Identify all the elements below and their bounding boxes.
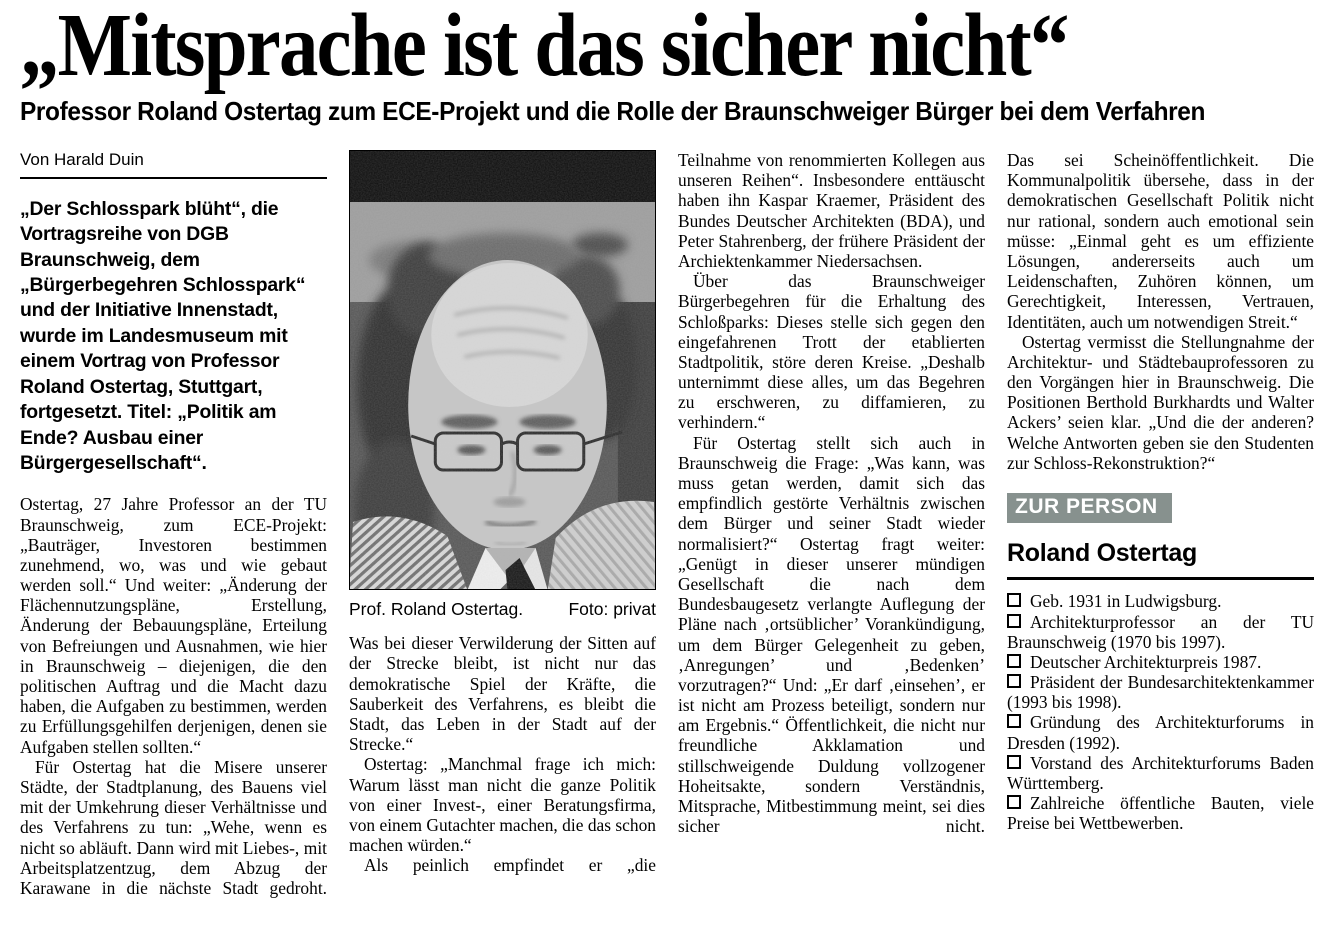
square-bullet-icon (1007, 674, 1021, 688)
square-bullet-icon (1007, 593, 1021, 607)
list-item-text: Deutscher Architekturpreis 1987. (1030, 651, 1262, 672)
body-paragraph: Als peinlich empfindet er „die (364, 855, 656, 876)
masthead (20, 0, 1320, 127)
square-bullet-icon (1007, 654, 1021, 668)
list-item (1007, 612, 1314, 652)
lead-paragraph: „Der Schlosspark blüht“, die Vortragsreihe von DGB Braunschweig, dem „Bürgerbegehren Schlosspark“ und der Initiative Innenstadt, wurde im Landesmuseum mit einem Vortrag von Professor Roland Ostertag, Stuttgart, fortgesetzt. Titel: „Politik am Ende? Ausbau einer Bürgergesellschaft“. (20, 197, 306, 474)
list-item (1007, 753, 1314, 793)
list-item-text: Präsident der Bundesarchitektenkammer (1993 bis 1998). (1007, 672, 1314, 713)
article-column-3 (678, 150, 985, 922)
article-body (20, 150, 1314, 922)
list-item-text: Gründung des Architekturforums in Dresden (1992). (1007, 712, 1314, 753)
square-bullet-icon (1007, 755, 1021, 769)
subtitle: Professor Roland Ostertag zum ECE-Projekt und die Rolle der Braunschweiger Bürger bei dem Verfahren (20, 95, 1206, 126)
list-item-text: Geb. 1931 in Ludwigsburg. (1030, 591, 1222, 612)
portrait-photo (349, 150, 656, 590)
photo-caption: Prof. Roland Ostertag. (349, 599, 524, 619)
square-bullet-icon (1007, 795, 1021, 809)
list-item (1007, 591, 1314, 611)
page-title: „Mitsprache ist das sicher nicht“ (20, 0, 1068, 95)
body-paragraph: Was bei dieser Verwilderung der Sitten auf der Strecke bleibt, ist nicht nur das demokratische Spiel der Kräfte, die Sauberkeit des Verfahrens, es bleibt die Stadt, das Leben in der Stadt auf der Strecke.“ (349, 633, 656, 755)
section-kicker: ZUR PERSON (1007, 493, 1172, 523)
article-column-4 (1007, 150, 1314, 922)
list-item (1007, 793, 1314, 833)
list-item-text: Architekturprofessor an der TU Braunschweig (1970 bis 1997). (1007, 611, 1314, 652)
article-column-1 (20, 150, 327, 922)
body-paragraph: Das sei Scheinöffentlichkeit. Die Kommunalpolitik übersehe, dass in der demokratischen Gesellschaft Politik nicht nur rational, sondern auch emotional sein müsse: „Einmal geht es um effiziente Lösungen, andererseits auch um Leidenschaften, Zuhören können, um Gerechtigkeit, Interessen, Vertrauen, Identitäten, auch um notwendigen Streit.“ (1007, 150, 1314, 332)
square-bullet-icon (1007, 714, 1021, 728)
list-item (1007, 672, 1314, 712)
square-bullet-icon (1007, 614, 1021, 628)
photo-credit: Foto: privat (568, 599, 656, 619)
body-paragraph: Ostertag, 27 Jahre Professor an der TU Braunschweig, zum ECE-Projekt: „Bauträger, Investoren bestimmen zunehmend, wo, was und wie gebaut werden soll.“ Und weiter: „Änderung der Flächennutzungspläne, Erstellung, Änderung der Bebauungspläne, Erteilung von Befreiungen und Ausnahmen, wie hier in Braunschweig – diejenigen, die den politischen Auftrag und die Macht dazu haben, die Aufgaben zu bestimmen, werden zu Erfüllungsgehilfen derjenigen, denen sie Aufgaben stellen sollten.“ (20, 494, 327, 757)
person-fact-list (1007, 591, 1314, 833)
byline: Von Harald Duin (20, 150, 327, 179)
body-paragraph: Über das Braunschweiger Bürgerbegehren für die Erhaltung des Schloßparks: Dieses stelle sich gegen den eingefahrenen Trott der etablierten Stadtpolitik, störe deren Kreise. „Deshalb unternimmt diese alles, um das Begehren zu erschweren, zu diffamieren, zu verhindern.“ (678, 271, 985, 433)
body-paragraph: Für Ostertag stellt sich auch in Braunschweig die Frage: „Was kann, was muss getan werden, damit sich das empfindlich gestörte Verhältnis zwischen dem Bürger und seiner Stadt wieder normalisiert?“ Ostertag fragt weiter: „Genügt in dieser unserer mündigen Gesellschaft die nach dem Bundesbaugesetz verlangte Auflegung der Pläne nach ‚ortsüblicher’ Vorankündigung, um dem Bürger Gelegenheit zu geben, ‚Anregungen’ und ‚Bedenken’ vorzutragen?“ Und: „Er darf ‚einsehen’, er ist nicht am Prozess beteiligt, sondern nur am Ergebnis.“ Öffentlichkeit, die nicht nur freundliche Akklamation und stillschweigende Duldung vollzogener Hoheitsakte, sondern Verständnis, Mitsprache, Mitbestimmung meint, sei dies sicher nicht. (678, 432, 985, 837)
list-item (1007, 712, 1314, 752)
list-item-text: Zahlreiche öffentliche Bauten, viele Preise bei Wettbewerben. (1007, 793, 1314, 834)
article-column-2 (349, 150, 656, 922)
person-name-heading: Roland Ostertag (1007, 539, 1314, 580)
list-item-text: Vorstand des Architekturforums Baden Württemberg. (1007, 752, 1314, 794)
body-paragraph: Ostertag: „Manchmal frage ich mich: Warum lässt man nicht die ganze Politik von einer Invest-, einer Beratungsfirma, von einem Gutachter machen, die das schon machen würden.“ (349, 754, 656, 856)
photo-figure (349, 150, 656, 619)
body-paragraph: Ostertag vermisst die Stellungnahme der Architektur- und Städtebauprofessoren zu den Vorgängen hier in Braunschweig. Die Positionen Berthold Burkhardts und Walter Ackers’ seien klar. „Und die der anderen? Welche Antworten geben sie den Studenten zur Schloss-Rekonstruktion?“ (1007, 331, 1314, 473)
list-item (1007, 652, 1314, 672)
body-paragraph: Für Ostertag hat die Misere unserer Städte, der Stadtplanung, des Bauens viel mit der Umkehrung dieser Verhältnisse und des Verfahrens zu tun: „Wehe, wenn es nicht so abläuft. Dann wird mit Liebes-, mit Arbeitsplatzentzug, dem Abzug der Karawane in die nächste Stadt gedroht. (20, 756, 327, 898)
body-paragraph: Teilnahme von renommierten Kollegen aus unseren Reihen“. Insbesondere enttäuscht haben ihn Kaspar Kraemer, Präsident des Bundes Deutscher Architekten (BDA), und Peter Stahrenberg, der frühere Präsident der Archiektenkammer Niedersachsen. (678, 150, 985, 271)
photo-caption-row (349, 599, 656, 619)
